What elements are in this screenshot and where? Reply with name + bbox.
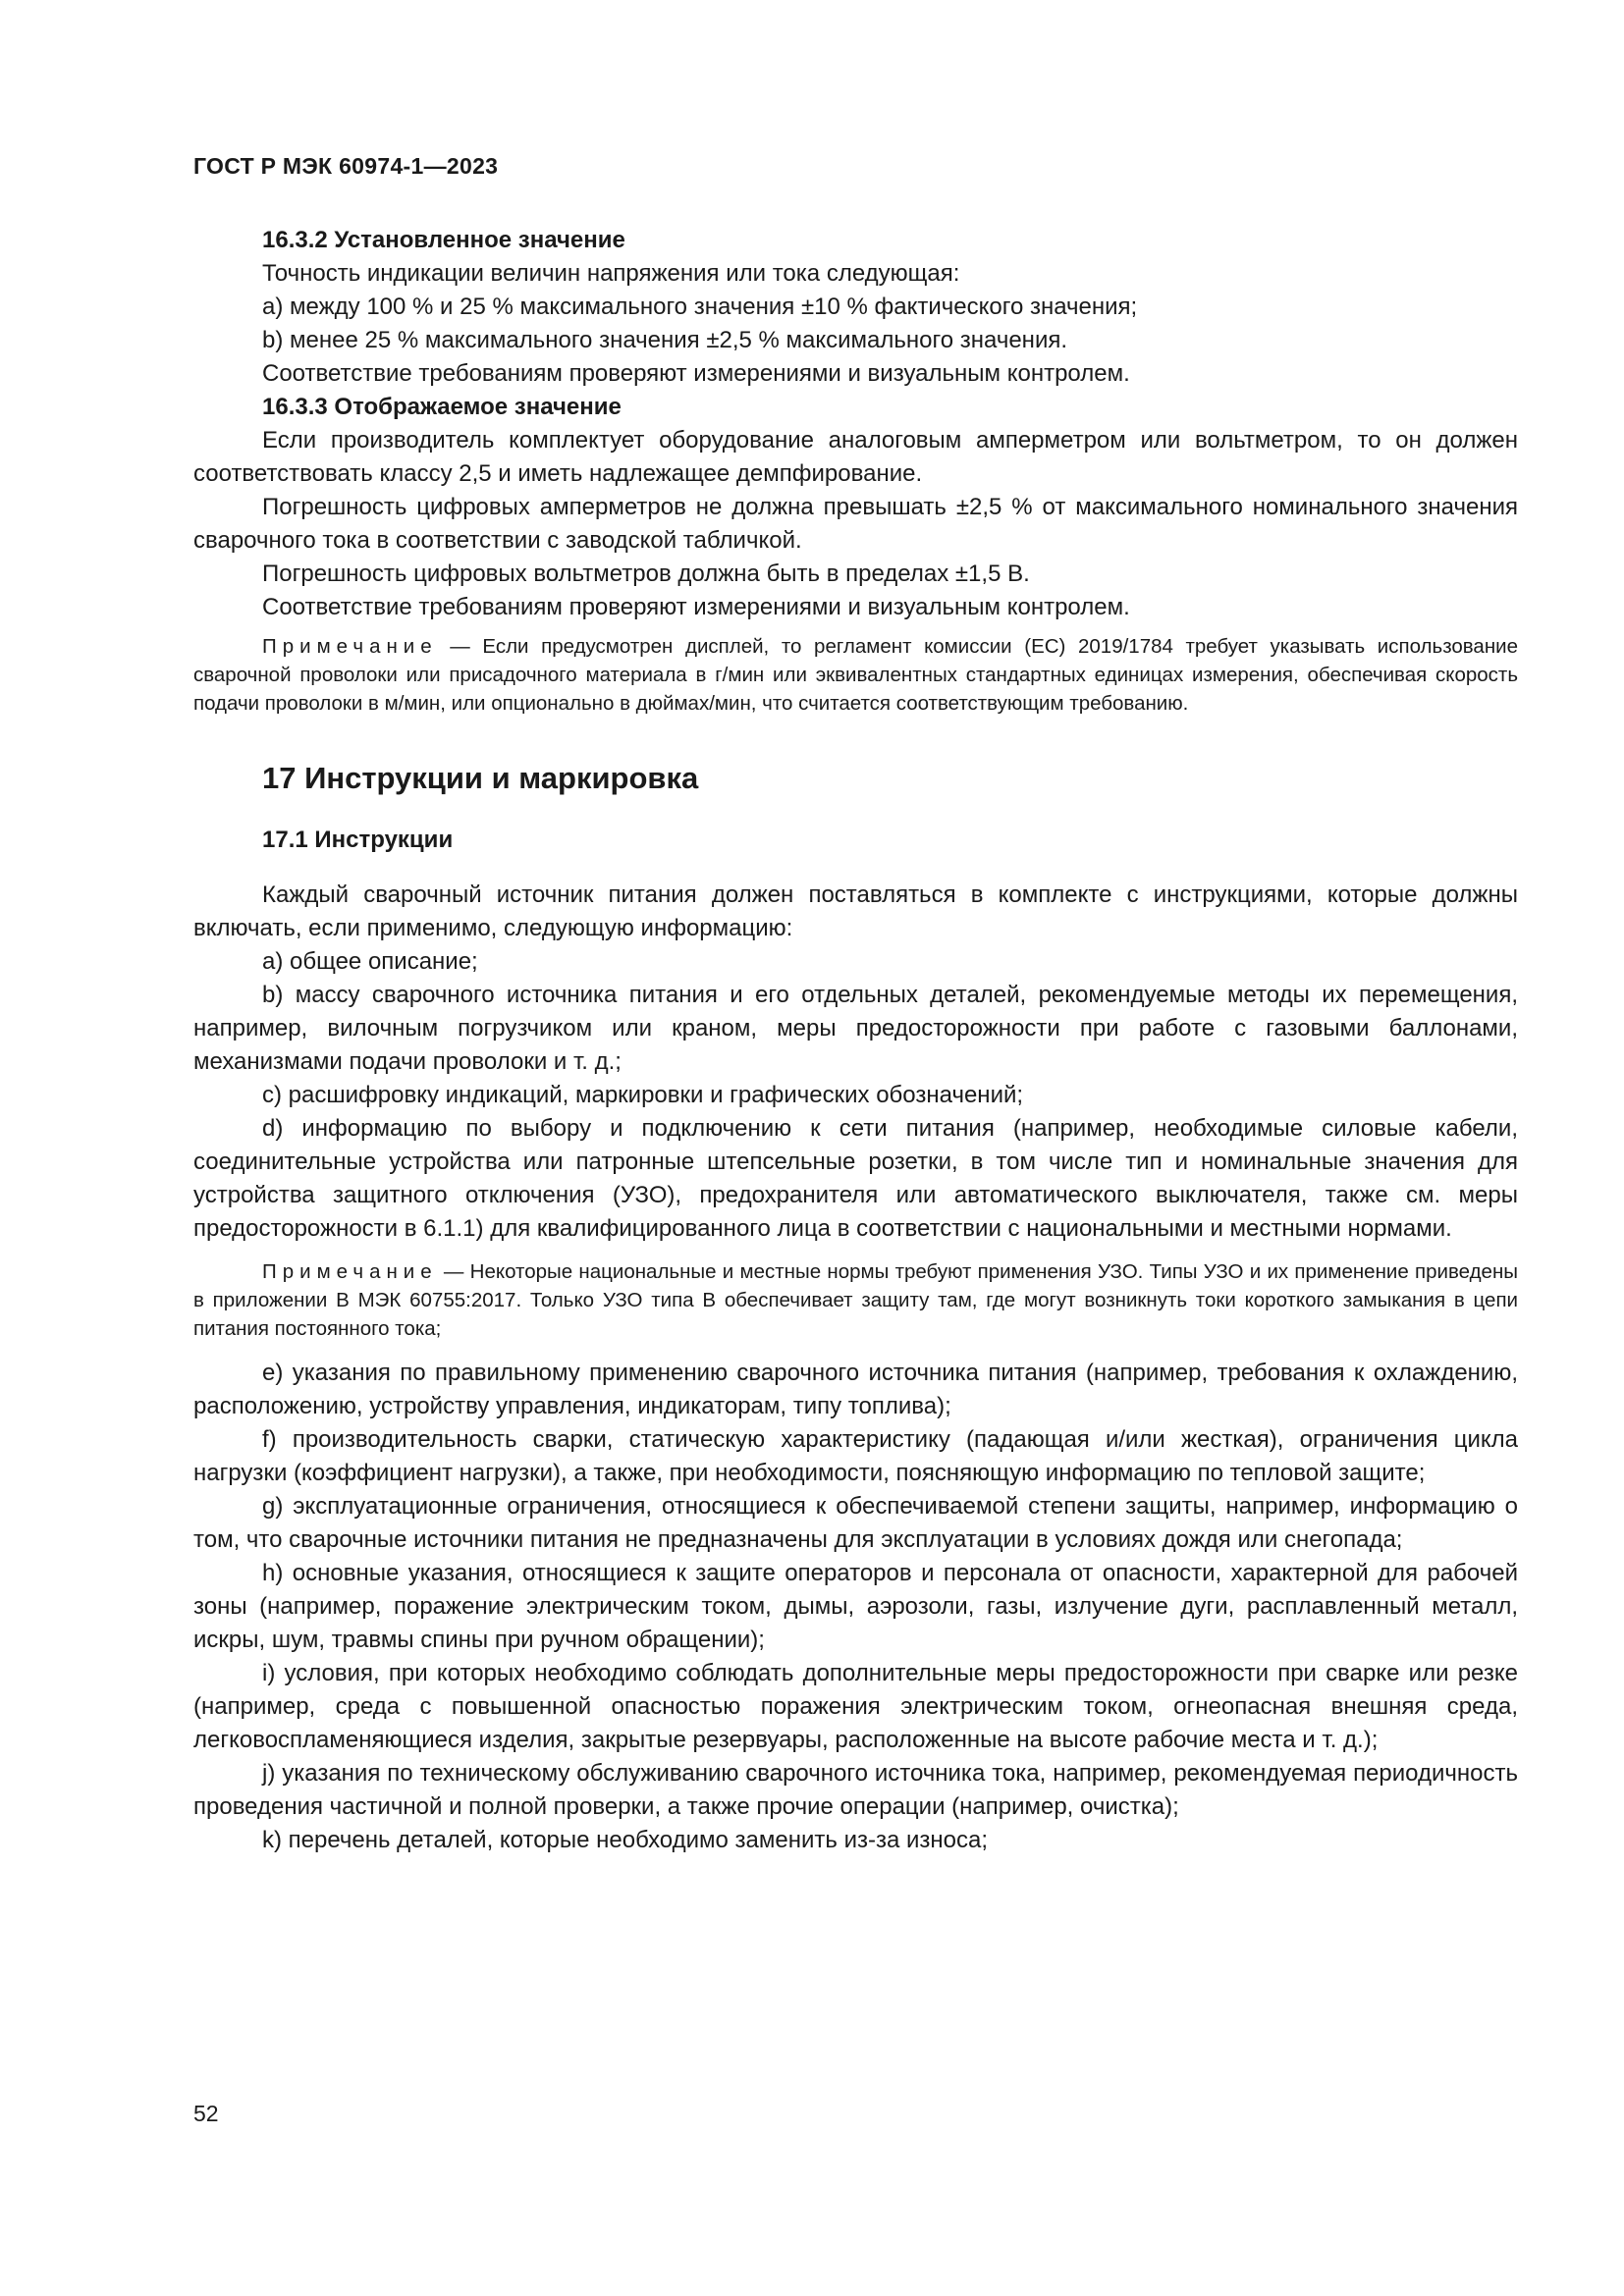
note-label: Примечание (262, 635, 438, 658)
note-text: — Некоторые национальные и местные нормы требуют применения УЗО. Типы УЗО и их применение приведены в приложении В МЭК 60755:2017. Только УЗО типа В обеспечивает защиту там, где могут возникнуть токи короткого замыкания в цепи питания постоянного тока; (193, 1260, 1518, 1340)
list-item-g: g) эксплуатационные ограничения, относящиеся к обеспечиваемой степени защиты, например, информацию о том, что сварочные источники питания не предназначены для эксплуатации в условиях дождя или снегопада; (193, 1493, 1518, 1553)
list-item-i: i) условия, при которых необходимо соблюдать дополнительные меры предосторожности при сварке или резке (например, среда с повышенной опасностью поражения электрическим током, огнеопасная внешняя среда, легковоспламеняющиеся изделия, закрытые резервуары, расположенные на высоте рабочие места и т. д.); (193, 1660, 1518, 1753)
list-item-d: d) информацию по выбору и подключению к сети питания (например, необходимые силовые кабели, соединительные устройства или патронные штепсельные розетки, в том числе тип и номинальные значения для устройства защитного отключения (УЗО), предохранителя или автоматического выключателя, также см. меры предосторожности в 6.1.1) для квалифицированного лица в соответствии с национальными и местными нормами. (193, 1115, 1518, 1242)
list-item-f: f) производительность сварки, статическую характеристику (падающая и/или жесткая), ограничения цикла нагрузки (коэффициент нагрузки), а также, при необходимости, поясняющую информацию по тепловой защите; (193, 1426, 1518, 1486)
note-16-3-3 (193, 632, 1518, 718)
paragraph: Каждый сварочный источник питания должен поставляться в комплекте с инструкциями, которые должны включать, если применимо, следующую информацию: (193, 881, 1518, 941)
list-item-a: a) между 100 % и 25 % максимального значения ±10 % фактического значения; (262, 294, 1138, 320)
list-item-e: e) указания по правильному применению сварочного источника питания (например, требования к охлаждению, расположению, устройству управления, индикаторам, типу топлива); (193, 1360, 1518, 1419)
paragraph: Погрешность цифровых вольтметров должна быть в пределах ±1,5 В. (262, 561, 1030, 587)
note-text: — Если предусмотрен дисплей, то регламент комиссии (ЕС) 2019/1784 требует указывать использование сварочной проволоки или присадочного материала в г/мин или эквивалентных стандартных единицах измерения, обеспечивая скорость подачи проволоки в м/мин, или опционально в дюймах/мин, что считается соответствующим требованию. (193, 635, 1518, 715)
list-item-h: h) основные указания, относящиеся к защите операторов и персонала от опасности, характерной для рабочей зоны (например, поражение электрическим током, дымы, аэрозоли, газы, излучение дуги, расплавленный металл, искры, шум, травмы спины при ручном обращении); (193, 1560, 1518, 1653)
section-17-1-title: 17.1 Инструкции (262, 827, 454, 853)
page-number: 52 (193, 2101, 219, 2126)
page-body (193, 224, 1518, 1857)
list-item-a: a) общее описание; (262, 948, 478, 975)
paragraph: Точность индикации величин напряжения или тока следующая: (262, 260, 960, 287)
list-item-k: k) перечень деталей, которые необходимо заменить из-за износа; (262, 1827, 989, 1853)
note-label: Примечание (262, 1260, 438, 1283)
list-item-b: b) менее 25 % максимального значения ±2,5 % максимального значения. (262, 327, 1068, 353)
section-16-3-2-title: 16.3.2 Установленное значение (262, 227, 625, 253)
paragraph: Соответствие требованиям проверяют измерениями и визуальным контролем. (262, 360, 1130, 387)
paragraph: Если производитель комплектует оборудование аналоговым амперметром или вольтметром, то он должен соответствовать классу 2,5 и иметь надлежащее демпфирование. (193, 427, 1518, 487)
paragraph: Соответствие требованиям проверяют измерениями и визуальным контролем. (262, 594, 1130, 620)
note-17-1 (193, 1257, 1518, 1343)
list-item-j: j) указания по техническому обслуживанию сварочного источника тока, например, рекомендуемая периодичность проведения частичной и полной проверки, а также прочие операции (например, очистка); (193, 1760, 1518, 1820)
list-item-b: b) массу сварочного источника питания и его отдельных деталей, рекомендуемые методы их перемещения, например, вилочным погрузчиком или краном, меры предосторожности при работе с газовыми баллонами, механизмами подачи проволоки и т. д.; (193, 982, 1518, 1075)
section-17-title: 17 Инструкции и маркировка (262, 761, 699, 795)
standard-header: ГОСТ Р МЭК 60974-1—2023 (193, 153, 499, 179)
paragraph: Погрешность цифровых амперметров не должна превышать ±2,5 % от максимального номинального значения сварочного тока в соответствии с заводской табличкой. (193, 494, 1518, 554)
list-item-c: c) расшифровку индикаций, маркировки и графических обозначений; (262, 1082, 1024, 1108)
section-16-3-3-title: 16.3.3 Отображаемое значение (262, 394, 622, 420)
